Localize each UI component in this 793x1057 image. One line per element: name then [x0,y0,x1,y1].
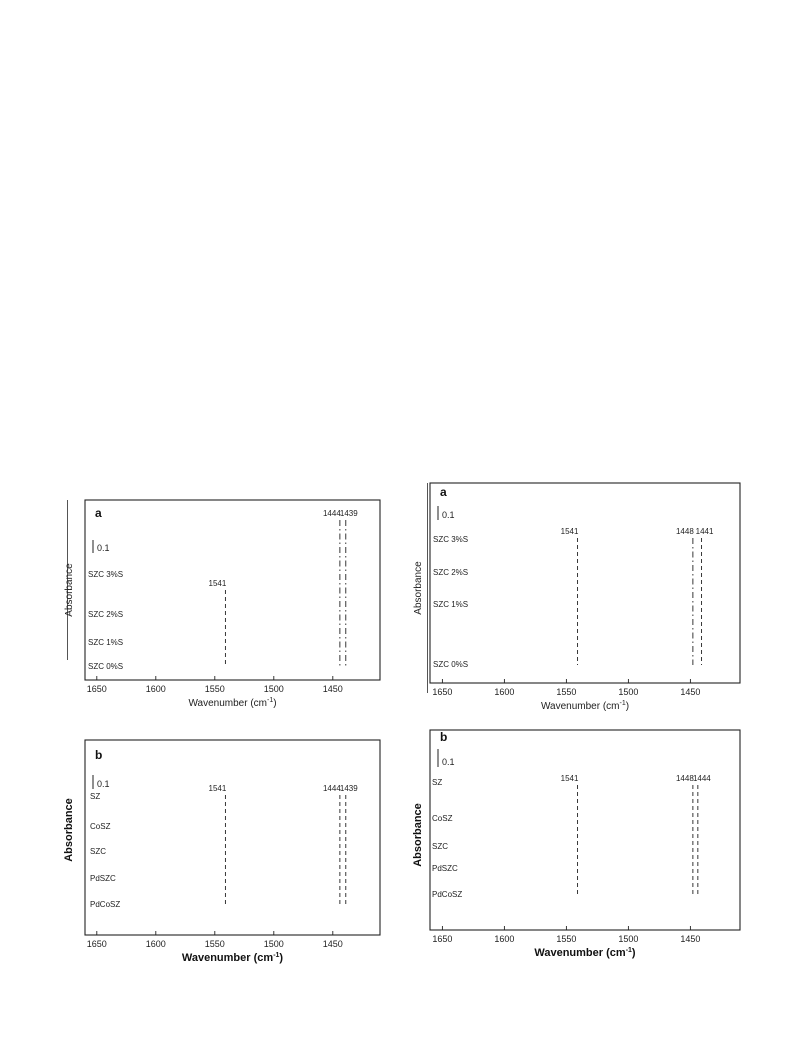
chart-panel-bottom-right [412,725,750,965]
spectra-chart [412,725,750,965]
series-label: PdSZC [90,874,116,883]
x-tick-label: 1550 [556,934,577,944]
annotation-label-1441: 1441 [695,527,714,536]
x-tick-label: 1550 [556,687,577,697]
x-tick-label: 1550 [204,684,225,694]
annotation-label-1444: 1444 [692,774,711,783]
series-label: SZC 1%S [433,600,469,609]
y-axis-label: Absorbance [63,798,75,862]
scale-bar-label: 0.1 [442,757,455,767]
annotation-label-1444: 1444 [322,509,341,518]
x-tick-label: 1450 [680,687,701,697]
series-label: PdCoSZ [90,900,121,909]
y-axis-label: Absorbance [412,803,424,867]
series-label: CoSZ [90,822,111,831]
annotation-label-1448: 1448 [675,774,694,783]
series-label: SZC 3%S [88,570,124,579]
x-tick-label: 1600 [494,934,515,944]
x-tick-label: 1500 [263,939,284,949]
x-axis-label: Wavenumber $(cm^{-1})$ [540,700,630,712]
panel-letter: b [95,748,103,762]
x-axis-label: Wavenumber $(cm^{-1})$ [534,947,636,959]
annotation-label-1439: 1439 [339,784,358,793]
series-label: SZC 2%S [433,568,469,577]
annotation-label-1439: 1439 [339,509,358,518]
chart-panel-top-left [30,495,385,720]
y-axis-label: Absorbance [413,561,424,615]
x-tick-label: 1650 [432,934,453,944]
series-label: SZC 2%S [88,610,124,619]
annotation-label-1541: 1541 [560,774,579,783]
series-label: SZC 0%S [88,662,124,671]
series-label: PdCoSZ [432,890,463,899]
panel-letter: b [440,730,448,744]
series-label: SZ [90,792,101,801]
x-tick-label: 1600 [145,939,166,949]
y-axis-label: Absorbance [64,563,75,617]
series-label: SZC [432,842,448,851]
x-tick-label: 1500 [263,684,284,694]
annotation-label-1541: 1541 [208,579,227,588]
annotation-label-1541: 1541 [560,527,579,536]
x-tick-label: 1550 [204,939,225,949]
x-tick-label: 1600 [494,687,515,697]
annotation-label-1444: 1444 [322,784,341,793]
series-label: SZ [432,778,443,787]
x-axis-label: Wavenumber $(cm^{-1})$ [181,952,284,964]
chart-panel-bottom-left [30,735,385,965]
plot-frame [85,740,380,935]
series-label: SZC 0%S [433,660,469,669]
series-label: PdSZC [432,864,458,873]
x-tick-label: 1650 [86,939,107,949]
scale-bar-label: 0.1 [97,779,110,789]
scale-bar-label: 0.1 [97,543,110,553]
spectra-chart [30,495,385,720]
panel-letter: a [95,506,102,520]
spectra-chart [30,735,385,965]
scale-bar-label: 0.1 [442,510,455,520]
annotation-label-1448: 1448 [675,527,694,536]
x-tick-label: 1650 [432,687,453,697]
x-tick-label: 1650 [86,684,107,694]
x-tick-label: 1600 [145,684,166,694]
x-tick-label: 1450 [680,934,701,944]
spectra-chart [415,478,750,718]
annotation-label-1541: 1541 [208,784,227,793]
series-label: SZC 3%S [433,535,469,544]
chart-panel-top-right [415,478,750,718]
series-label: CoSZ [432,814,453,823]
x-tick-label: 1500 [618,687,639,697]
x-tick-label: 1450 [322,684,343,694]
series-label: SZC [90,847,106,856]
panel-letter: a [440,485,447,499]
x-axis-label: Wavenumber $(cm^{-1})$ [188,697,277,709]
plot-frame [430,483,740,683]
series-label: SZC 1%S [88,638,124,647]
x-tick-label: 1450 [322,939,343,949]
x-tick-label: 1500 [618,934,639,944]
plot-frame [85,500,380,680]
plot-frame [430,730,740,930]
